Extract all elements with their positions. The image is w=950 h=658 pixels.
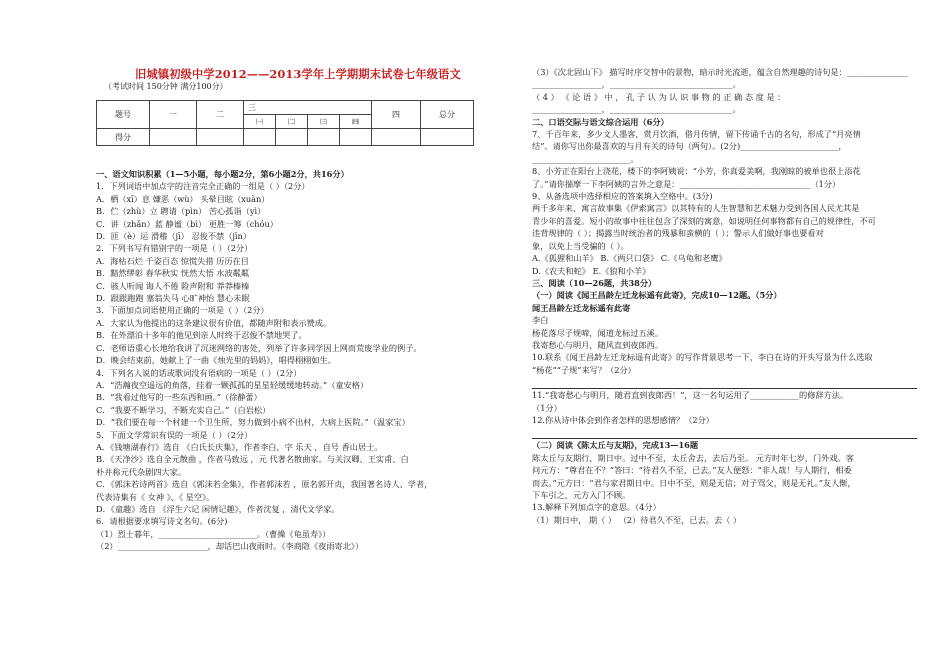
text-line: 13.解释下列加点字的意思。（4分）	[532, 502, 661, 513]
section-heading: 一、语文知识积累（1—5小题，每小题2分，第6小题2分，共16分）	[96, 169, 349, 179]
text-line: 陈太丘与友期行，期日中。过中不至，太丘舍去，去后乃至。 元方时年七岁，门外戏。客	[532, 452, 854, 463]
text-line: D．跟跟跑跑 塞翁失马 心旷神怡 慧心未眠	[96, 293, 250, 304]
text-line: D.《农夫和蛇》 E.《狼和小羊》	[532, 265, 651, 276]
text-line: _________________，______________________________。	[532, 79, 741, 90]
text-line: C．讲（zhǎn）蓝 静谧（bì） 更胜一筹（chóu）	[96, 218, 278, 229]
section-heading: （二）阅读《陈太丘与友期》，完成13—16题	[532, 440, 699, 451]
text-line: C．《郭沫若诗两首》选自《郭沫若全集》，作者郭沫若 ，原名郭开贞，我国著名诗人、学者，	[96, 479, 433, 490]
text-line: （1分）	[532, 402, 562, 413]
text-line: 9、从备选项中选择相应的答案填入空格中。(3分)	[532, 191, 713, 202]
text-line: 象，以免上当受骗的（ ）。	[532, 240, 629, 251]
section-heading: （一）阅读《闻王昌龄左迁龙标遥有此寄》，完成10—12题。（5分）	[532, 290, 782, 301]
text-line: 10.联系《闻王昌龄左迁龙标遥有此寄》的写作背景思考一下，李白在诗的开头写景为什么选取	[532, 352, 873, 363]
score-subheader-cell: ㈠	[244, 115, 276, 129]
text-line: D．匝（è）运 滑稽（jī） 忍俊不禁（jīn）	[96, 231, 252, 242]
page-title: 旧城镇初级中学2012——2013学年上学期期末试卷七年级语文	[135, 67, 461, 81]
text-line: 我寄愁心与明月，随风直到夜郎西。	[532, 339, 664, 350]
text-line: “杨花”“子规”来写？（2分）	[532, 364, 636, 375]
text-line: 李白	[532, 315, 549, 326]
answer-line[interactable]	[532, 427, 917, 439]
score-row-label: 得分	[97, 129, 150, 146]
text-line: C．“我要不断学习，不断充实自己。”（白岩松）	[96, 404, 271, 415]
text-line: D．“我们要在每一个村建一个卫生所，努力做到小病不出村，大病上医院。”（温家宝）	[96, 417, 410, 428]
text-line: 违背规律的（ ）；揭露当时统治者的残暴和蛮横的（ ）；警示人们做好事也要看对	[532, 228, 824, 239]
text-line: 下车引之，元方入门不顾。	[532, 490, 631, 500]
score-cell[interactable]	[197, 129, 244, 146]
score-table	[96, 100, 474, 146]
score-cell[interactable]	[276, 129, 308, 146]
score-header-cell: 总分	[421, 101, 474, 129]
text-line: 4．下列名人说的话或歌词没有语病的一项是（ ）（2分）	[96, 367, 302, 378]
score-header-cell: 三	[244, 101, 372, 115]
text-line: ________________________。	[532, 153, 639, 164]
text-line: 结”。请你写出你最喜欢的与月有关的诗句（两句）。(2分)________________________，	[532, 141, 847, 152]
text-line: A．大家认为他提出的这条建议很有价值，都随声附和表示赞成。	[96, 317, 332, 328]
score-header-cell: 题号	[97, 101, 150, 129]
text-line: B．在外漂泊十多年的他见到亲人时终于忍俊不禁地哭了。	[96, 330, 307, 341]
score-cell[interactable]	[308, 129, 340, 146]
text-line: B．《天净沙》选自全元散曲 ，作者马致远 ，元 代著名散曲家。与关汉卿、王实甫、白	[96, 454, 409, 465]
text-line: 8、小芳正在阳台上浇花，楼下的李阿姨说：“小芳，你真爱美啊，我刚晾的被单也很上添花	[532, 166, 861, 177]
text-line: B．伫（zhù）立 聘请（pìn） 苦心孤诣（yì）	[96, 206, 266, 217]
text-line: 5．下面文学常识有误的一项是（ ）（2分）	[96, 429, 253, 440]
text-line: C．骇人听闻 诲人不倦 险声附和 莽莽榛榛	[96, 280, 250, 291]
text-line: 2．下列书写有错别字的一项是（ ）（2分）	[96, 243, 253, 254]
text-line: 12.你从诗中体会到作者怎样的思想感情？（2分）	[532, 414, 714, 425]
text-line: （1）期日中， 期（ ） （2）待君久不至，已去。去（ ）	[532, 514, 742, 525]
right-column	[532, 66, 917, 526]
text-line: D．《童趣》选自 《浮生六记 闲情记趣》，作者沈复 ，清代文学家。	[96, 503, 340, 514]
score-cell[interactable]	[340, 129, 372, 146]
exam-info: （考试时间 150分钟 满分100分）	[104, 82, 228, 91]
score-header-cell: 二	[197, 101, 244, 129]
text-line: 6．请根据要求填写诗文名句。(6分)	[96, 516, 228, 527]
text-line: 7、千百年来，多少文人墨客，赏月饮酒，借月传情，留下传诵千古的名句，形成了“月亮情	[532, 129, 861, 140]
text-line: （ 4 ） 《 论 语 》 中 ， 孔 子 认 为 认 识 事 物 的 正 确 态 度 是 ：	[532, 91, 786, 102]
text-line: （2）______________________，却话巴山夜雨时。（李商隐《夜雨寄北》）	[96, 541, 364, 552]
text-line: _________________，______________________________。	[532, 104, 741, 115]
text-line: 11.“我寄愁心与明月，随君直到夜郎西！”，这一名句运用了____________的修辞方法。	[532, 390, 849, 401]
score-cell[interactable]	[244, 129, 276, 146]
text-line: B．“我看过他写的一些东西和画。”（徐静蕾）	[96, 392, 262, 403]
section-heading: 二、口语交际与语文综合运用（6分）	[532, 116, 669, 127]
score-cell[interactable]	[150, 129, 197, 146]
text-line: 朴并称元代杂剧四大家。	[96, 466, 187, 477]
text-line: A．栖（xī）息 嫌恶（wù） 头晕目眩（xuàn）	[96, 193, 270, 204]
text-line: A.《狐狸和山羊》 B.《两只口袋》 C.《乌龟和老鹰》	[532, 253, 727, 264]
text-line: D．晚会结束前，她献上了一曲《烛光里的妈妈》，唱得栩栩如生。	[96, 355, 336, 366]
text-line: 而去。”元方曰：“君与家君期日中。日中不至，则是无信；对子骂父，则是无礼。”友人惭，	[532, 477, 856, 488]
text-line: （1）烈士暮年，________________________。（曹操《龟虽寿》）	[96, 528, 331, 539]
text-line: 1．下列词语中加点字的注音完全正确的一组是（ ）（2分）	[96, 181, 310, 192]
text-line: A．《钱塘湖春行》选自 《白氏长庆集》，作者李白，字 乐天 ，自号 香山居士。	[96, 441, 383, 452]
text-line: 3．下面加点词语使用正确的一项是（ ）（2分）	[96, 305, 269, 316]
text-line: 两千多年来，寓言故事集《伊索寓言》以其特有的人生智慧和艺术魅力受到各国人民尤其是	[532, 203, 860, 214]
text-line: （3）《次北固山下》 描写时序交替中的景物，暗示时光流逝，蕴含自然理趣的诗句是：_______________	[532, 67, 909, 77]
score-subheader-cell: ㈣	[340, 115, 372, 129]
text-line: 了。”请你揣摩一下李阿姨的言外之意是：________________________________（1分）	[532, 178, 841, 189]
score-subheader-cell: ㈡	[276, 115, 308, 129]
score-subheader-cell: ㈢	[308, 115, 340, 129]
score-cell[interactable]	[372, 129, 421, 146]
text-line: 青少年的喜爱。短小的故事中往往包含了深刻的寓意，如说明任何事物都有自己的规律性，不可	[532, 215, 876, 226]
score-header-cell: 四	[372, 101, 421, 129]
text-line: A．海枯石烂 千姿百态 惊慌失措 历历在目	[96, 255, 249, 266]
text-line: 代表诗集有《 女神 》、《 星空》。	[96, 491, 215, 502]
text-line: 杨花落尽子规啼，闻道龙标过五溪。	[532, 327, 664, 338]
text-line: B．黯然缪彰 春华秋实 恍然大悟 水波粼粼	[96, 268, 250, 279]
text-line: C．老师语重心长地给我讲了沉迷网络的害处，列举了许多同学因上网而荒废学业的例子。	[96, 342, 422, 353]
left-column	[96, 168, 474, 553]
section-heading: 闻王昌龄左迁龙标遥有此寄	[532, 302, 631, 313]
section-heading: 三、阅读（10—26题，共38分）	[532, 277, 657, 288]
text-line: 问元方：“尊君在不？”答曰：“待君久不至，已去。”友人便怒：“非人哉！与人期行，相委	[532, 465, 852, 476]
score-header-cell: 一	[150, 101, 197, 129]
answer-line[interactable]	[532, 377, 917, 389]
score-cell[interactable]	[421, 129, 474, 146]
text-line: A．“浩瀚夜空遥远的角落，挂着一颗孤孤的星星轻缓缓地转动。”（童安格）	[96, 379, 369, 390]
